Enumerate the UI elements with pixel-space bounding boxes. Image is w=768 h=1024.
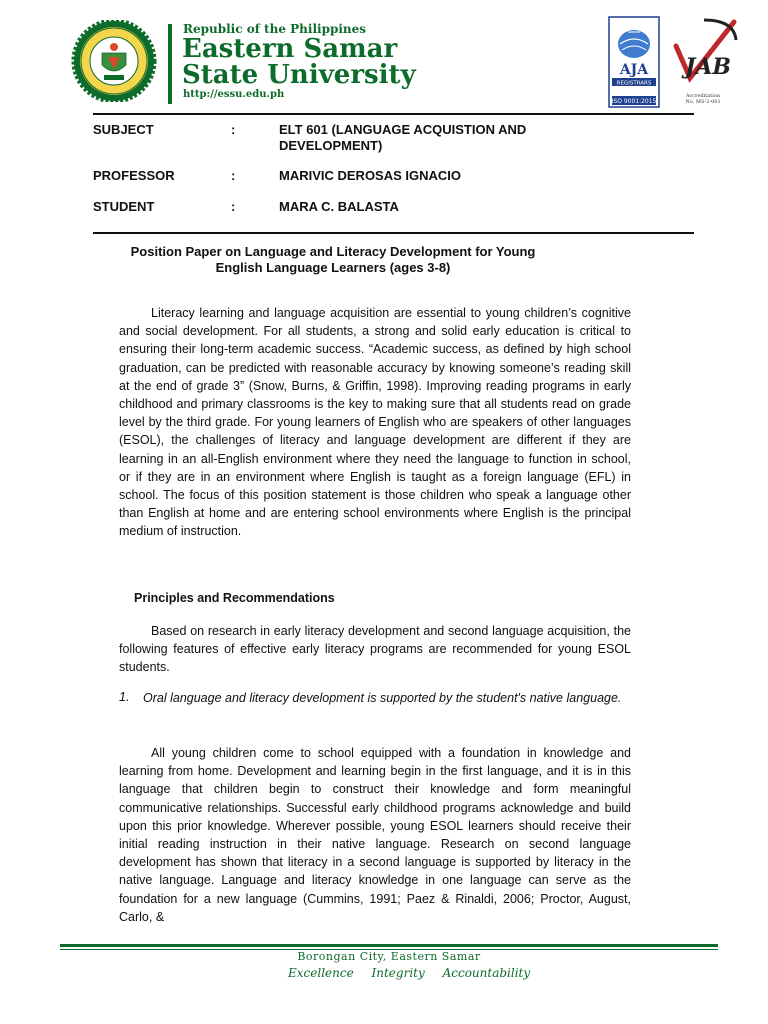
aja-registrars-logo-icon [608,16,660,108]
jab-accreditation-logo-icon [664,16,738,88]
footer-city: Borongan City, Eastern Samar [297,950,481,963]
footer-motto [288,966,544,980]
paragraph-2: Based on research in early literacy development and second language acquisition, the following features of effective early literacy programs are recommended for young ESOL students. [119,624,631,675]
header-divider [168,24,172,104]
list-item-1-text: Oral language and literacy development is supported by the student's native language. [143,691,622,705]
paragraph-1: Literacy learning and language acquisition are essential to young children’s cognitive and social development. For all students, a strong and solid early education is critical to ensuring their long-term academic success. “Academic success, as defined by high school graduation, can be predicted with reasonable accuracy by knowing someone’s reading skill at the end of grade 3” (Snow, Burns, & Griffin, 1998). Improving reading programs in early childhood and primary classrooms is the key to making sure that all students read on grade level by the third grade. For young learners of English who are speakers of other languages (ESOL), the challenges of literacy and language development are different if they are learning in an all-English environment where they need the language to function in school, or if they are in an environment where English is taught as a foreign language (EFL) in school. The focus of this position statement is those children who speak a language other than English at home and are entering school environments where English is the principal medium of instruction. [119,306,631,539]
list-item-1-number: 1. [119,690,130,704]
accreditation-number: Accreditation No. MS-2-001 [685,93,721,105]
professor-label: PROFESSOR [93,168,175,183]
professor-colon: : [231,168,236,183]
subject-value-line2: DEVELOPMENT) [279,138,383,153]
motto-accountability: Accountability [442,966,531,980]
motto-integrity: Integrity [371,966,425,980]
aja-label: AJA [619,62,649,78]
subject-value-line1: ELT 601 (LANGUAGE ACQUISTION AND [279,122,527,137]
professor-value: MARIVIC DEROSAS IGNACIO [279,168,462,183]
university-name-line1: Eastern Samar [182,34,398,64]
jab-label: JAB [684,54,732,80]
paper-title-line1: Position Paper on Language and Literacy Development for Young [130,244,536,259]
paragraph-3: All young children come to school equipped with a foundation in knowledge and learning from home. Development and learning begin in the first language, and it is in this language that children begin to construct their knowledge and form meaningful communicative relationships. Successful early childhood programs acknowledge and build upon this prior knowledge. Wherever possible, young ESOL learners should receive their initial reading instruction in their native language. Research on second language development has shown that literacy in a second language is supported by literacy in the native language. Language and literacy knowledge in one language can serve as the foundation for a new language (Cummins, 1991; Paez & Rinaldi, 2006; Proctor, August, Carlo, & [119,746,631,924]
paper-title [110,244,556,276]
student-colon: : [231,199,236,214]
university-name-line2: State University [182,60,416,90]
subject-colon: : [231,122,236,137]
university-url[interactable]: http://essu.edu.ph [183,89,285,100]
student-value: MARA C. BALASTA [279,199,399,214]
section-heading: Principles and Recommendations [134,591,335,605]
aja-sub-label: REGISTRARS [616,80,652,87]
info-bottom-rule [93,232,694,234]
motto-excellence: Excellence [288,966,354,980]
republic-text: Republic of the Philippines [183,22,367,36]
student-label: STUDENT [93,199,155,214]
footer-rule-thick [60,944,718,947]
paper-title-line2: English Language Learners (ages 3-8) [215,260,451,275]
subject-label: SUBJECT [93,122,154,137]
university-seal-icon [66,20,162,102]
iso-label: ISO 9001:2015 [611,98,657,105]
top-rule [93,113,694,115]
